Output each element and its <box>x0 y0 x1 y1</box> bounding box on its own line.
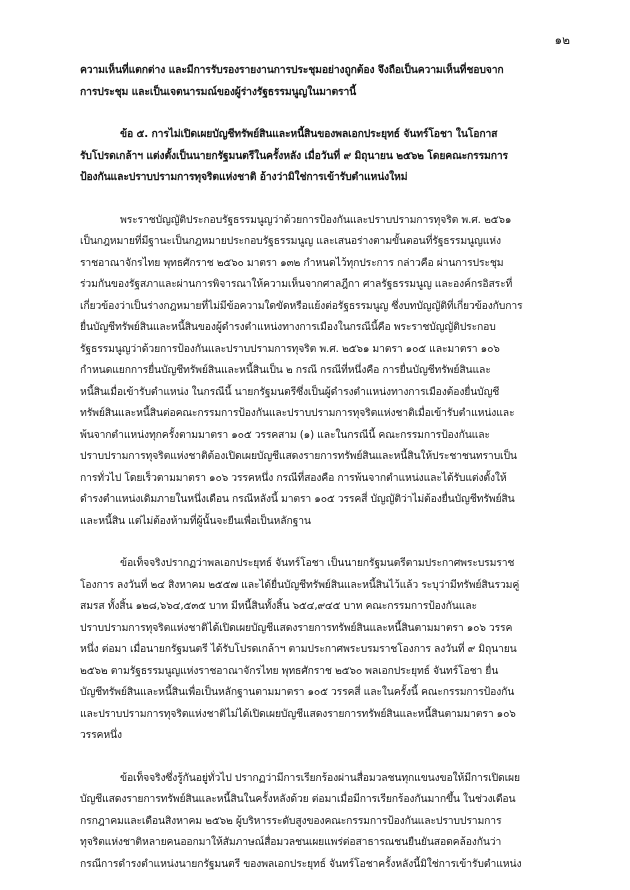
text-line: ข้อ ๕. การไม่เปิดเผยบัญชีทรัพย์สินและหนี้สินของพลเอกประยุทธ์ จันทร์โอชา ในโอกาส <box>120 128 498 140</box>
text-line: พ้นจากตำแหน่งทุกครั้งตามมาตรา ๑๐๕ วรรคสาม (๑) และในกรณีนี้ คณะกรรมการป้องกันและ <box>80 428 490 441</box>
text-line: ทรัพย์สินและหนี้สินต่อคณะกรรมการป้องกันและปราบปรามการทุจริตแห่งชาติเมื่อเข้ารับตำแหน่งและ <box>80 407 515 419</box>
paragraph-2 <box>80 553 550 747</box>
text-line: หนี้สินเมื่อเข้ารับตำแหน่ง ในกรณีนี้ นายกรัฐมนตรีซึ่งเป็นผู้ดำรงตำแหน่งทางการเมืองต้องยื่นบัญชี <box>80 385 500 398</box>
paragraph-3 <box>80 768 550 876</box>
text-line: ทุจริตแห่งชาติหลายคนออกมาให้สัมภาษณ์สื่อมวลชนเผยแพร่ต่อสาธารณชนยืนยันสอดคล้องกันว่า <box>80 836 502 848</box>
text-line: และปราบปรามการทุจริตแห่งชาติไม่ได้เปิดเผยบัญชีแสดงรายการทรัพย์สินและหนี้สินตามมาตรา ๑๐๖ <box>80 707 516 720</box>
text-line: ราชอาณาจักรไทย พุทธศักราช ๒๕๖๐ มาตรา ๑๓๒ กำหนดไว้ทุกประการ กล่าวคือ ผ่านการประชุม <box>80 256 504 269</box>
text-line: ป้องกันและปราบปรามการทุจริตแห่งชาติ อ้างว่ามิใช่การเข้ารับตำแหน่งใหม่ <box>80 171 408 183</box>
text-line: ข้อเท็จจริงซึ่งรู้กันอยู่ทั่วไป ปรากฏว่ามีการเรียกร้องผ่านสื่อมวลชนทุกแขนงขอให้มีการเปิดเผย <box>120 771 520 784</box>
intro-paragraph <box>80 60 550 103</box>
text-line: โองการ ลงวันที่ ๒๔ สิงหาคม ๒๕๕๗ และได้ยื่นบัญชีทรัพย์สินและหนี้สินไว้แล้ว ระบุว่ามีทรัพย์สินรวมคู่ <box>80 578 520 591</box>
text-line: กำหนดแยกการยื่นบัญชีทรัพย์สินและหนี้สินเป็น ๒ กรณี กรณีที่หนึ่งคือ การยื่นบัญชีทรัพย์สินและ <box>80 364 491 376</box>
text-line: ความเห็นที่แตกต่าง และมีการรับรองรายงานการประชุมอย่างถูกต้อง จึงถือเป็นความเห็นที่ชอบจาก <box>80 64 504 76</box>
text-line: กรกฎาคมและเดือนสิงหาคม ๒๕๖๒ ผู้บริหารระดับสูงของคณะกรรมการป้องกันและปราบปรามการ <box>80 814 502 827</box>
text-line: ดำรงตำแหน่งเดิมภายในหนึ่งเดือน กรณีหลังนี้ มาตรา ๑๐๕ วรรคสี่ บัญญัติว่าไม่ต้องยื่นบัญชีทรัพย์สิน <box>80 493 515 505</box>
text-line: ปราบปรามการทุจริตแห่งชาติต้องเปิดเผยบัญชีแสดงรายการทรัพย์สินและหนี้สินให้ประชาชนทราบเป็น <box>80 450 517 462</box>
text-line: รับโปรดเกล้าฯ แต่งตั้งเป็นนายกรัฐมนตรีในครั้งหลัง เมื่อวันที่ ๙ มิถุนายน ๒๕๖๒ โดยคณะกรรมการ <box>80 149 508 162</box>
text-line: ข้อเท็จจริงปรากฏว่าพลเอกประยุทธ์ จันทร์โอชา เป็นนายกรัฐมนตรีตามประกาศพระบรมราช <box>120 557 515 569</box>
section-heading <box>80 124 550 189</box>
text-line: บัญชีทรัพย์สินและหนี้สินเพื่อเป็นหลักฐานตามมาตรา ๑๐๕ วรรคสี่ และในครั้งนี้ คณะกรรมการป้องกัน <box>80 686 515 698</box>
text-line: และหนี้สิน แต่ไม่ต้องห้ามที่ผู้นั้นจะยืนเพื่อเป็นหลักฐาน <box>80 514 311 527</box>
text-line: ปราบปรามการทุจริตแห่งชาติได้เปิดเผยบัญชีแสดงรายการทรัพย์สินและหนี้สินตามมาตรา ๑๐๖ วรรค <box>80 621 513 634</box>
text-line: การประชุม และเป็นเจตนารมณ์ของผู้ร่างรัฐธรรมนูญในมาตรานี้ <box>80 85 357 98</box>
text-line: วรรคหนึ่ง <box>80 729 122 741</box>
text-line: ยื่นบัญชีทรัพย์สินและหนี้สินของผู้ดำรงตำแหน่งทางการเมืองในกรณีนี้คือ พระราชบัญญัติประกอบ <box>80 321 496 333</box>
page-number: ๑๒ <box>554 33 570 47</box>
text-line: สมรส ทั้งสิ้น ๑๒๘,๖๖๔,๕๓๕ บาท มีหนี้สินทั้งสิ้น ๖๕๔,๙๔๕ บาท คณะกรรมการป้องกันและ <box>80 600 477 612</box>
text-line: เกี่ยวข้องว่าเป็นร่างกฎหมายที่ไม่มีข้อความใดขัดหรือแย้งต่อรัฐธรรมนูญ ซึ่งบทบัญญัติที่เกี่ยวข้องกับการ <box>80 299 523 312</box>
text-line: รัฐธรรมนูญว่าด้วยการป้องกันและปราบปรามการทุจริต พ.ศ. ๒๕๖๑ มาตรา ๑๐๕ และมาตรา ๑๐๖ <box>80 342 500 355</box>
text-line: การทั่วไป โดยเร็วตามมาตรา ๑๐๖ วรรคหนึ่ง กรณีที่สองคือ การพ้นจากตำแหน่งและได้รับแต่งตั้งให้ <box>80 471 507 484</box>
document-body <box>80 60 550 875</box>
text-line: เป็นกฎหมายที่มีฐานะเป็นกฎหมายประกอบรัฐธรรมนูญ และเสนอร่างตามขั้นตอนที่รัฐธรรมนูญแห่ง <box>80 235 501 247</box>
text-line: พระราชบัญญัติประกอบรัฐธรรมนูญว่าด้วยการป้องกันและปราบปรามการทุจริต พ.ศ. ๒๕๖๑ <box>120 213 512 226</box>
text-line: หนึ่ง ต่อมา เมื่อนายกรัฐมนตรี ได้รับโปรดเกล้าฯ ตามประกาศพระบรมราชโองการ ลงวันที่ ๙ มิถุนายน <box>80 643 517 655</box>
text-line: บัญชีแสดงรายการทรัพย์สินและหนี้สินในครั้งหลังด้วย ต่อมาเมื่อมีการเรียกร้องกันมากขึ้น ในช่วงเดือน <box>80 793 516 805</box>
text-line: กรณีการดำรงตำแหน่งนายกรัฐมนตรี ของพลเอกประยุทธ์ จันทร์โอชาครั้งหลังนี้มิใช่การเข้ารับตำแหน่ง <box>80 857 522 870</box>
text-line: ๒๕๖๒ ตามรัฐธรรมนูญแห่งราชอาณาจักรไทย พุทธศักราช ๒๕๖๐ พลเอกประยุทธ์ จันทร์โอชา ยื่น <box>80 664 499 677</box>
paragraph-1 <box>80 210 550 533</box>
text-line: ร่วมกันของรัฐสภาและผ่านการพิจารณาให้ความเห็นจากศาลฎีกา ศาลรัฐธรรมนูญ และองค์กรอิสระที่ <box>80 278 513 290</box>
